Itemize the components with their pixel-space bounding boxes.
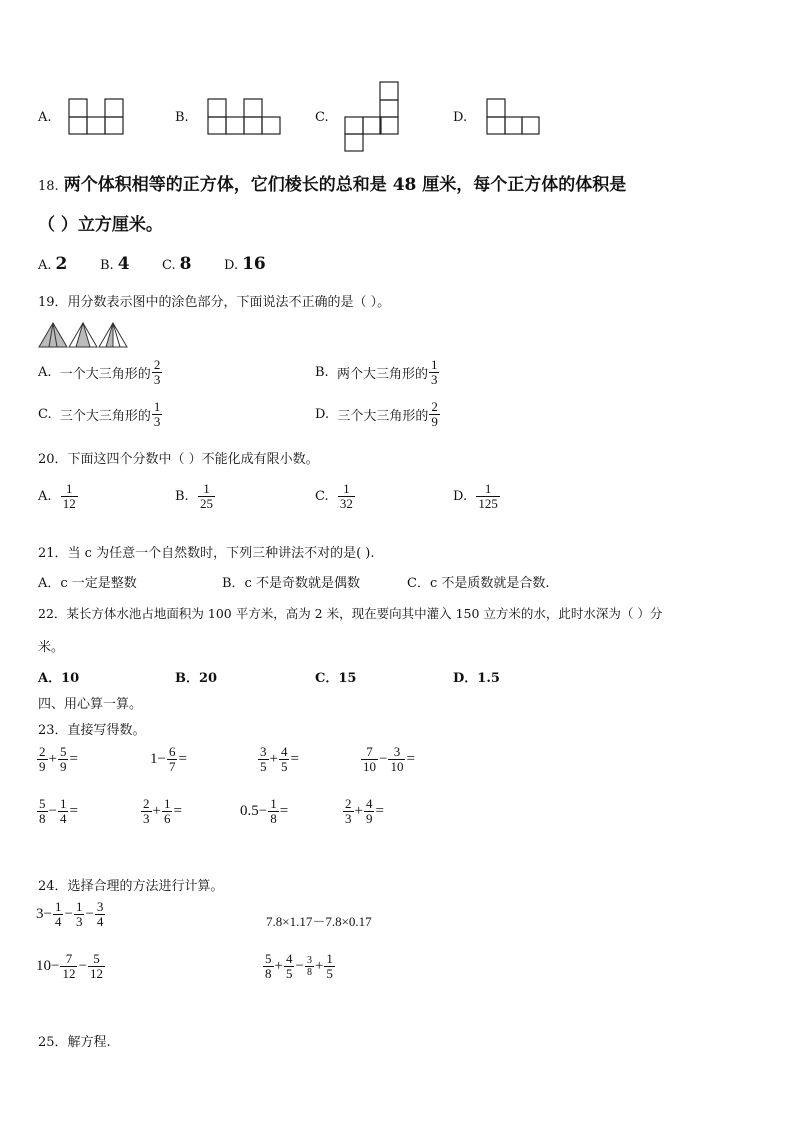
section-heading: 四、用心算一算。 xyxy=(38,697,143,712)
q23-expr-6: $\frac{2}{3}$ + $\frac{1}{6}$ = xyxy=(143,796,182,826)
q22-line2: 米。 xyxy=(38,640,65,655)
q20-option-b: B. $\frac{1}{25}$ xyxy=(175,481,213,511)
q21-title: 21．当 c 为任意一个自然数时，下列三种讲法不对的是( ). xyxy=(38,546,375,561)
q22-option-c: C．15 xyxy=(315,671,357,686)
option-text: 两个大三角形的 xyxy=(336,367,428,382)
q23-expr-5: $\frac{5}{8}$ − $\frac{1}{4}$ = xyxy=(39,796,78,826)
option-label: A. xyxy=(38,365,52,380)
q17-net-b xyxy=(207,98,283,136)
q23-expr-7: 0.5 − $\frac{1}{8}$ = xyxy=(240,796,289,826)
q17-net-d xyxy=(486,98,542,136)
q17-option-d-label: D. xyxy=(453,110,468,125)
q22-option-d: D．1.5 xyxy=(453,671,500,686)
q19-triangles-figure xyxy=(38,322,130,348)
q18-text: 两个体积相等的正方体，它们棱长的总和是 48 厘米，每个正方体的体积是 xyxy=(63,175,627,195)
q22-line1: 22．某长方体水池占地面积为 100 平方米，高为 2 米，现在要向其中灌入 150 立方米的水，此时水深为（ ）分 xyxy=(38,606,663,621)
q18-option-value: 16 xyxy=(242,254,266,274)
q24-expr-4: $\frac{5}{8}$ + $\frac{4}{5}$ − $\frac{3}{8}$ + $\frac{1}{5}$ xyxy=(265,951,333,981)
fraction: $\frac{2}{3}$ xyxy=(153,357,161,387)
q23-expr-3: $\frac{3}{5}$ + $\frac{4}{5}$ = xyxy=(260,744,299,774)
q18-option-value: 8 xyxy=(179,254,192,274)
q17-option-a-label: A. xyxy=(38,110,52,125)
fraction: $\frac{1}{125}$ xyxy=(478,481,498,511)
q17-option-c-label: C. xyxy=(315,110,329,125)
q23-title: 23．直接写得数。 xyxy=(38,723,146,738)
option-label: B. xyxy=(315,365,329,380)
q23-expr-8: $\frac{2}{3}$ + $\frac{4}{9}$ = xyxy=(345,796,384,826)
q23-expr-2: 1 − $\frac{6}{7}$ = xyxy=(150,744,187,774)
option-label: C. xyxy=(38,407,52,422)
q18-option-label: D. xyxy=(224,258,239,273)
q24-expr-1: 3 − $\frac{1}{4}$ − $\frac{1}{3}$ − $\frac{3}{4}$ xyxy=(36,899,104,929)
option-label: D. xyxy=(315,407,330,422)
q19-option-d xyxy=(315,400,441,429)
q24-title: 24．选择合理的方法进行计算。 xyxy=(38,879,224,894)
q19-option-c xyxy=(38,400,163,429)
option-text: 一个大三角形的 xyxy=(59,367,151,382)
q22-option-a: A．10 xyxy=(38,671,80,686)
fraction: $\frac{1}{3}$ xyxy=(430,357,438,387)
fraction: $\frac{1}{25}$ xyxy=(199,481,213,511)
q17-option-b-label: B. xyxy=(175,110,189,125)
fraction: $\frac{2}{9}$ xyxy=(431,399,438,429)
q21-option-a: A．c 一定是整数 xyxy=(38,576,137,591)
q21-option-c: C．c 不是质数就是合数. xyxy=(407,576,550,591)
q18-line1 xyxy=(38,170,626,195)
q20-title: 20．下面这四个分数中（ ）不能化成有限小数。 xyxy=(38,452,319,467)
q19-option-a xyxy=(38,358,163,387)
option-text: 三个大三角形的 xyxy=(59,409,151,424)
q25-title: 25．解方程. xyxy=(38,1035,111,1050)
fraction: $\frac{1}{12}$ xyxy=(62,481,76,511)
q24-expr-3: 10 − $\frac{7}{12}$ − $\frac{5}{12}$ xyxy=(36,951,103,981)
q17-net-c xyxy=(344,81,402,153)
q19-option-b xyxy=(315,358,440,387)
q22-option-b: B．20 xyxy=(175,671,218,686)
q23-expr-4: $\frac{7}{10}$ − $\frac{3}{10}$ = xyxy=(363,744,415,774)
q18-line2: （ ）立方厘米。 xyxy=(38,215,163,235)
q18-option-value: 4 xyxy=(117,254,130,274)
q18-option-label: A. xyxy=(38,258,52,273)
q21-option-b: B．c 不是奇数就是偶数 xyxy=(222,576,360,591)
q18-options xyxy=(38,254,286,274)
q23-expr-1: $\frac{2}{9}$ + $\frac{5}{9}$ = xyxy=(39,744,78,774)
q17-net-a xyxy=(68,98,126,136)
q19-title: 19．用分数表示图中的涂色部分，下面说法不正确的是（ ）。 xyxy=(38,295,391,310)
q20-option-a: A. $\frac{1}{12}$ xyxy=(38,481,76,511)
q18-option-value: 2 xyxy=(55,254,68,274)
q24-expr-2: 7.8×1.17－7.8×0.17 xyxy=(266,914,372,929)
q20-option-c: C. $\frac{1}{32}$ xyxy=(315,481,353,511)
q18-number: 18. xyxy=(38,179,59,194)
q18-option-label: B. xyxy=(100,258,114,273)
option-text: 三个大三角形的 xyxy=(337,409,429,424)
fraction: $\frac{1}{32}$ xyxy=(339,481,353,511)
fraction: $\frac{1}{3}$ xyxy=(153,399,161,429)
q18-option-label: C. xyxy=(162,258,176,273)
q20-option-d: D. $\frac{1}{125}$ xyxy=(453,481,498,511)
